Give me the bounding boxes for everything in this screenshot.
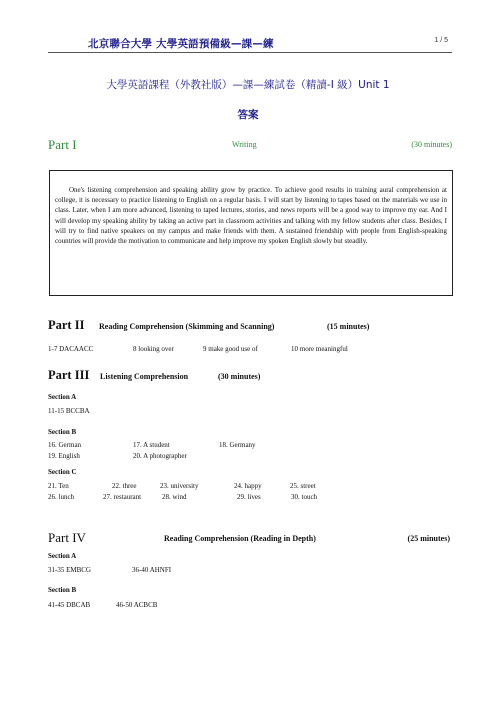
part3-section-a-label: Section A	[48, 393, 77, 401]
answer-item: 17. A student	[133, 441, 170, 449]
page-header	[48, 36, 452, 53]
part4-section-b-label: Section B	[48, 586, 77, 594]
part3-section-c-label: Section C	[48, 468, 77, 476]
part1-label: Part I	[48, 137, 77, 152]
answer-item: 31-35 EMBCG	[48, 566, 91, 574]
answer-item: 19. English	[48, 452, 80, 460]
answer-item: 20. A photographer	[133, 452, 187, 460]
answer-item: 30. touch	[291, 493, 318, 501]
part3-section-b-label: Section B	[48, 428, 77, 436]
answer-item: 18. Germany	[219, 441, 256, 449]
answer-item: 24. happy	[234, 482, 262, 490]
part3-time: (30 minutes)	[218, 372, 261, 381]
answer-item: 25. street	[290, 482, 316, 490]
answer-item: 41-45 DBCAB	[48, 601, 91, 609]
part2-time: (15 minutes)	[327, 322, 370, 331]
answer-item: 46-50 ACBCB	[116, 601, 158, 609]
answer-item: 29. lives	[237, 493, 261, 501]
answer-item: 16. German	[48, 441, 82, 449]
answer-item: 28. wind	[162, 493, 187, 501]
answer-item: 23. university	[160, 482, 199, 490]
part3-section-a-answer: 11-15 BCCBA	[48, 407, 90, 415]
answer-item: 22. three	[112, 482, 137, 490]
answer-item: 21. Ten	[48, 482, 69, 490]
answer-item: 36-40 AHNFI	[132, 566, 172, 574]
header-title: 北京聯合大學 大學英語預備級—課—練	[88, 38, 274, 50]
answer-item: 27. restaurant	[103, 493, 142, 501]
essay-box	[49, 170, 453, 296]
part2-answer: 8 looking over	[133, 345, 174, 353]
answer-item: 26. lunch	[48, 493, 75, 501]
part3-label: Part III	[48, 368, 90, 382]
document-subtitle: 答案	[237, 109, 259, 121]
part2-label: Part II	[48, 318, 85, 332]
part2-answer: 9 make good use of	[203, 345, 258, 353]
part3-subtitle: Listening Comprehension	[100, 372, 189, 381]
part2-answer: 10 more meaningful	[291, 345, 348, 353]
part4-section-a-label: Section A	[48, 552, 77, 560]
part2-answer: 1-7 DACAACC	[48, 345, 94, 353]
page-number: 1 / 5	[434, 37, 448, 44]
essay-text: One's listening comprehension and speaking ability grow by practice. To achieve good results in training aural comprehension at college, it is necessary to practice listening to English on a regular basis. I will start by listening to tapes based on the materials we use in class. Later, when I am more advanced, listening to taped lectures, stories, and news reports will be a good way to improve my ear. And I will develop my speaking ability by taking an active part in classroom activities and talking with my fellow students after class. Besides, I will try to find native speakers on my campus and make friends with them. A sustained friendship with people from English-speaking countries will provide the motivation to communicate and help improve my spoken English slowly but steadily.	[55, 186, 447, 246]
part1-time: (30 minutes)	[411, 140, 452, 149]
part4-time: (25 minutes)	[407, 534, 450, 543]
part4-subtitle: Reading Comprehension (Reading in Depth)	[164, 534, 316, 543]
part1-header	[48, 137, 452, 153]
part4-label: Part IV	[48, 530, 86, 545]
part2-subtitle: Reading Comprehension (Skimming and Scanning)	[99, 322, 275, 331]
part1-topic: Writing	[232, 140, 257, 149]
document-title: 大學英語課程（外教社版）—課—練試卷（精讀-I 級）Unit 1	[106, 79, 390, 91]
